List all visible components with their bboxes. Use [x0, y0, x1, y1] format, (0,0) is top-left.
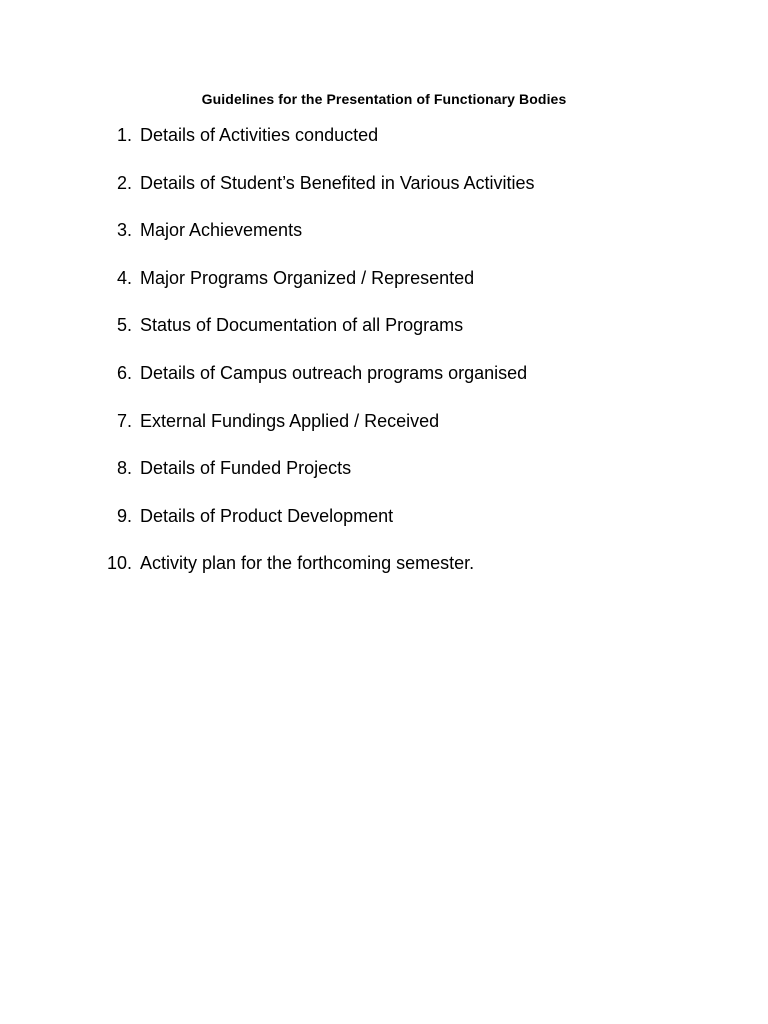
item-text: Details of Campus outreach programs organised	[140, 362, 528, 383]
item-text: Details of Funded Projects	[140, 458, 352, 479]
item-text: Details of Student’s Benefited in Various Activities	[140, 172, 535, 193]
list-item	[0, 171, 700, 219]
list-item	[0, 266, 700, 314]
document-title: Guidelines for the Presentation of Functionary Bodies	[201, 91, 567, 107]
item-number: 5.	[116, 315, 132, 336]
item-number: 3.	[116, 220, 132, 241]
list-item	[0, 361, 700, 409]
list-item	[0, 123, 700, 171]
item-text: Details of Activities conducted	[140, 125, 379, 145]
item-text: External Fundings Applied / Received	[140, 410, 440, 431]
item-text: Major Achievements	[140, 220, 303, 241]
list-item	[0, 313, 700, 361]
item-number: 4.	[116, 267, 132, 288]
list-item	[0, 551, 700, 599]
item-text: Activity plan for the forthcoming semester.	[140, 553, 475, 574]
item-number: 6.	[116, 362, 132, 383]
list-item	[0, 409, 700, 457]
item-number: 7.	[116, 410, 132, 431]
item-number: 2.	[116, 172, 132, 193]
item-number: 1.	[116, 125, 132, 145]
item-text: Details of Product Development	[140, 505, 394, 526]
guideline-list	[0, 123, 700, 599]
list-item	[0, 456, 700, 504]
item-number: 10.	[106, 553, 132, 574]
list-item	[0, 218, 700, 266]
list-item	[0, 504, 700, 552]
item-number: 8.	[116, 458, 132, 479]
item-text: Major Programs Organized / Represented	[140, 267, 475, 288]
item-number: 9.	[116, 505, 132, 526]
item-text: Status of Documentation of all Programs	[140, 315, 464, 336]
